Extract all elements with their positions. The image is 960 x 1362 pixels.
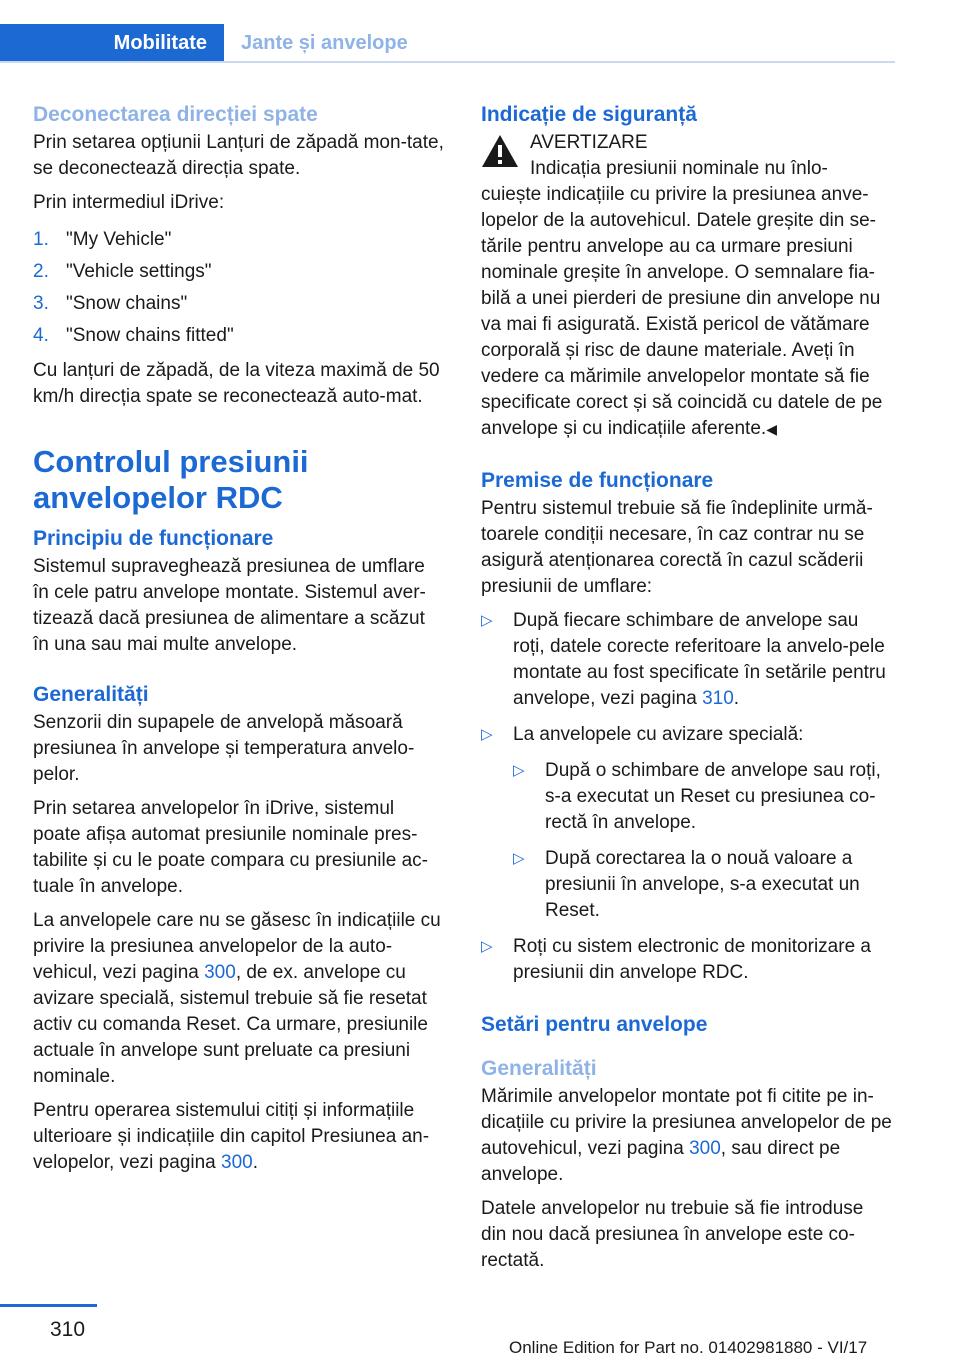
end-mark-icon: ◀ bbox=[766, 421, 777, 437]
section-tab-mobilitate[interactable]: Mobilitate bbox=[0, 24, 224, 62]
text: După fiecare schimbare de anvelope sau roți, datele corecte referitoare la anvelo‐pele montate au fost specificate în setările pentru anvelope, vezi pagina bbox=[513, 610, 886, 709]
warning-block bbox=[481, 130, 893, 442]
warning-triangle-icon bbox=[481, 134, 519, 168]
warning-title: AVERTIZARE bbox=[530, 132, 648, 153]
step-number: 3. bbox=[33, 293, 49, 314]
text: După o schimbare de anvelope sau roți, s-a executat un Reset cu presiunea co‐rectă în anvelope. bbox=[545, 760, 881, 833]
text: La anvelopele cu avizare specială: bbox=[513, 724, 804, 745]
paragraph-tyres bbox=[33, 908, 445, 1090]
text: , de ex. anvelope cu avizare specială, sistemul trebuie să fie resetat activ cu comanda Reset. Ca urmare, presiunile actuale în anvelope sunt preluate ca presiuni nominale. bbox=[33, 962, 428, 1087]
left-column bbox=[33, 100, 445, 1184]
step-text: "Snow chains" bbox=[66, 293, 188, 314]
paragraph-principle: Sistemul supraveghează presiunea de umflare în cele patru anvelope montate. Sistemul aver‐tizează dacă presiunea de alimentare a scăzut în una sau mai multe anvelope. bbox=[33, 556, 426, 655]
text: La anvelopele care nu se găsesc în indicațiile cu privire la presiunea anvelopelor de la auto‐vehicul, vezi pagina bbox=[33, 910, 441, 983]
text: cuiește indicațiile cu privire la presiunea anve‐lopelor de la autovehicul. Datele greșite din se‐tările pentru anvelope au ca urmare presiuni nominale greșite în anvelope. O semnalare fia‐bilă a unei pierderi de presiune din anvelope nu va mai fi asigurată. Există pericol de vătămare corporală și risc de daune materiale. Aveți în vedere ca mărimile anvelopelor montate să fie specificate corect și să coincidă cu datele de pe anvelope și cu indicațiile aferente. bbox=[481, 184, 883, 439]
text: După corectarea la o nouă valoare a presiunii în anvelope, s-a executat un Reset. bbox=[545, 848, 860, 921]
paragraph-setting: Prin setarea anvelopelor în iDrive, sistemul poate afișa automat presiunile nominale pres‐tabilite și cu le poate compara cu presiunile ac‐tuale în anvelope. bbox=[33, 798, 428, 897]
page-link-300[interactable]: 300 bbox=[221, 1152, 253, 1173]
heading-disconnect: Deconectarea direcției spate bbox=[33, 103, 318, 126]
right-column bbox=[481, 100, 893, 1282]
step-number: 2. bbox=[33, 261, 49, 282]
text: , sau direct pe anvelope. bbox=[481, 1138, 841, 1185]
idrive-steps bbox=[33, 224, 445, 352]
section-tab-jante[interactable]: Jante și anvelope bbox=[241, 31, 408, 54]
step-item bbox=[33, 256, 445, 288]
page-number: 310 bbox=[50, 1318, 86, 1341]
text: . bbox=[252, 1152, 258, 1173]
list-item bbox=[481, 608, 893, 712]
step-text: "Vehicle settings" bbox=[66, 261, 212, 282]
paragraph-sensors: Senzorii din supapele de anvelopă măsoară presiunea în anvelope și temperatura anvelo‐pelor. bbox=[33, 712, 415, 785]
step-text: "My Vehicle" bbox=[66, 229, 172, 250]
text: Mărimile anvelopelor montate pot fi citite pe in‐dicațiile cu privire la presiunea anvelopelor de pe autovehicul, vezi pagina bbox=[481, 1086, 892, 1159]
premise-list bbox=[481, 608, 893, 986]
bullet-triangle-icon: ▷ bbox=[513, 762, 525, 779]
edition-note: Online Edition for Part no. 01402981880 - VI/17 bbox=[509, 1338, 868, 1357]
paragraph-data: Datele anvelopelor nu trebuie să fie introduse din nou dacă presiunea în anvelope este co‐rectată. bbox=[481, 1198, 864, 1271]
text: Pentru operarea sistemului citiți și informațiile ulterioare și indicațiile din capitol Presiunea an‐velopelor, vezi pagina bbox=[33, 1100, 430, 1173]
paragraph-sizes bbox=[481, 1084, 893, 1188]
step-text: "Snow chains fitted" bbox=[66, 325, 234, 346]
header-divider bbox=[0, 61, 895, 63]
bullet-triangle-icon: ▷ bbox=[513, 850, 525, 867]
page-link-300[interactable]: 300 bbox=[689, 1138, 721, 1159]
footer-divider bbox=[0, 1304, 97, 1307]
bullet-triangle-icon: ▷ bbox=[481, 612, 493, 629]
bullet-triangle-icon: ▷ bbox=[481, 938, 493, 955]
heading-general-2: Generalități bbox=[481, 1057, 597, 1080]
paragraph-operate bbox=[33, 1098, 445, 1176]
step-item bbox=[33, 320, 445, 352]
bullet-triangle-icon: ▷ bbox=[481, 726, 493, 743]
list-item bbox=[481, 934, 893, 986]
step-item bbox=[33, 224, 445, 256]
page-link-300[interactable]: 300 bbox=[204, 962, 236, 983]
heading-safety: Indicație de siguranță bbox=[481, 103, 697, 126]
page-link-310[interactable]: 310 bbox=[702, 688, 734, 709]
list-item bbox=[513, 758, 893, 836]
list-item bbox=[481, 722, 893, 924]
heading-settings: Setări pentru anvelope bbox=[481, 1013, 708, 1036]
paragraph-reconnect: Cu lanțuri de zăpadă, de la viteza maximă de 50 km/h direcția spate se reconectează auto‐mat. bbox=[33, 360, 440, 407]
paragraph-idrive: Prin intermediul iDrive: bbox=[33, 192, 225, 213]
text: Roți cu sistem electronic de monitorizare a presiunii din anvelope RDC. bbox=[513, 936, 871, 983]
heading-rdc: Controlul presiunii anvelopelor RDC bbox=[33, 444, 309, 515]
warning-lead: Indicația presiunii nominale nu înlo‐ bbox=[530, 158, 828, 179]
step-number: 1. bbox=[33, 229, 49, 250]
paragraph-disconnect: Prin setarea opțiunii Lanțuri de zăpadă mon‐tate, se deconectează direcția spate. bbox=[33, 132, 444, 179]
paragraph-premise: Pentru sistemul trebuie să fie îndeplinite urmă‐toarele condiții necesare, în caz contrar nu se asigură atenționarea corectă în cazul scăderii presiunii de umflare: bbox=[481, 498, 873, 597]
sub-list bbox=[513, 758, 893, 924]
warning-text bbox=[481, 182, 893, 442]
heading-general: Generalități bbox=[33, 683, 149, 706]
heading-principle: Principiu de funcționare bbox=[33, 527, 274, 550]
step-number: 4. bbox=[33, 325, 49, 346]
list-item bbox=[513, 846, 893, 924]
step-item bbox=[33, 288, 445, 320]
page-header bbox=[0, 24, 895, 62]
heading-premise: Premise de funcționare bbox=[481, 469, 714, 492]
text: . bbox=[733, 688, 740, 709]
